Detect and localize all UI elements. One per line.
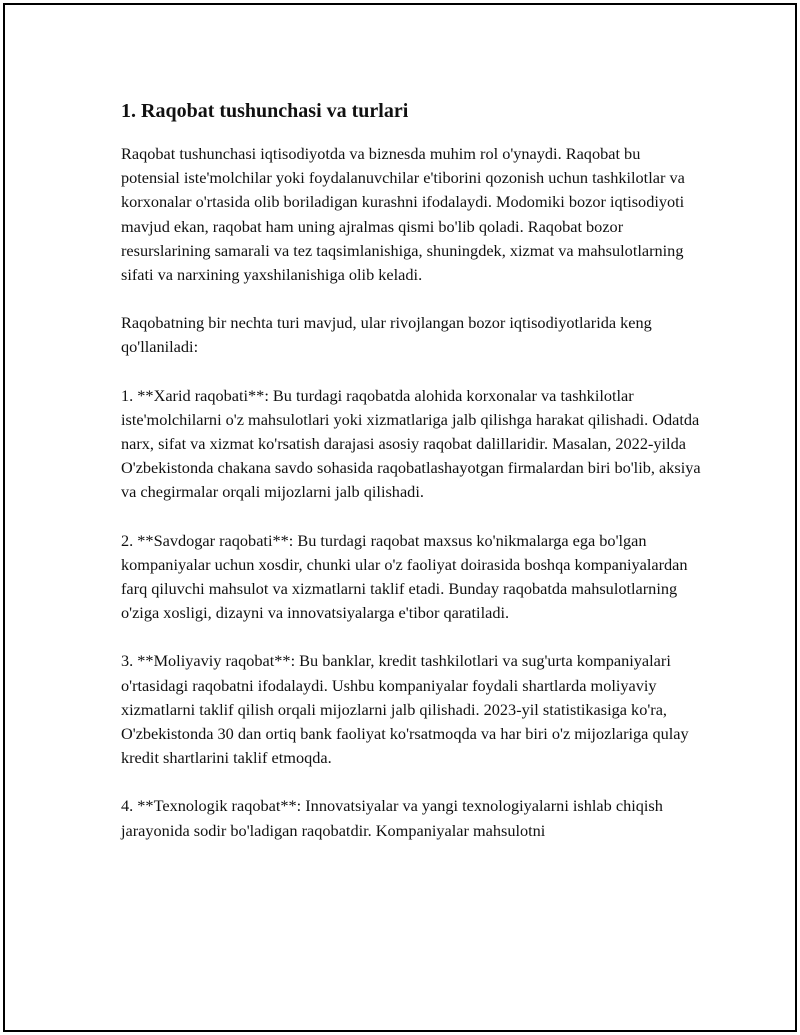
technological-competition-paragraph: 4. **Texnologik raqobat**: Innovatsiyalar va yangi texnologiyalarni ishlab chiqish jarayonida sodir bo'ladigan raqobatdir. Kompaniyalar mahsulotni bbox=[121, 796, 663, 840]
page-frame bbox=[3, 3, 797, 1032]
merchant-competition-paragraph: 2. **Savdogar raqobati**: Bu turdagi raqobat maxsus ko'nikmalarga ega bo'lgan kompaniyalar uchun xosdir, chunki ular o'z faoliyat doirasida boshqa kompaniyalardan farq qiluvchi mahsulot va xizmatlarni taklif etadi. Bunday raqobatda mahsulotlarning o'ziga xosligi, dizayni va innovatsiyalarga e'tibor qaratiladi. bbox=[121, 530, 688, 623]
section-heading: 1. Raqobat tushunchasi va turlari bbox=[121, 100, 409, 122]
intro-paragraph: Raqobat tushunchasi iqtisodiyotda va biznesda muhim rol o'ynaydi. Raqobat bu potensial iste'molchilar yoki foydalanuvchilar e'tiborini qozonish uchun tashkilotlar va korxonalar o'rtasida olib boriladigan kurashni ifodalaydi. Modomiki bozor iqtisodiyoti mavjud ekan, raqobat ham uning ajralmas qismi bo'lib qoladi. Raqobat bozor resurslarining samarali va tez taqsimlanishiga, shuningdek, xizmat va mahsulotlarning sifati va narxining yaxshilanishiga olib keladi. bbox=[121, 144, 685, 285]
purchase-competition-paragraph: 1. **Xarid raqobati**: Bu turdagi raqobatda alohida korxonalar va tashkilotlar iste'molchilarni o'z mahsulotlari yoki xizmatlariga jalb qilishga harakat qilishadi. Odatda narx, sifat va xizmat ko'rsatish darajasi asosiy raqobat dalillaridir. Masalan, 2022-yilda O'zbekistonda chakana savdo sohasida raqobatlashayotgan firmalardan biri bo'lib, aksiya va chegirmalar orqali mijozlarni jalb qilishadi. bbox=[121, 385, 701, 502]
financial-competition-paragraph: 3. **Moliyaviy raqobat**: Bu banklar, kredit tashkilotlari va sug'urta kompaniyalari o'rtasidagi raqobatni ifodalaydi. Ushbu kompaniyalar foydali shartlarda moliyaviy xizmatlarni taklif qilish orqali mijozlarni jalb qilishadi. 2023-yil statistikasiga ko'ra, O'zbekistonda 30 dan ortiq bank faoliyat ko'rsatmoqda va har biri o'z mijozlariga qulay kredit shartlarini taklif etmoqda. bbox=[121, 651, 689, 768]
types-intro-paragraph: Raqobatning bir nechta turi mavjud, ular rivojlangan bozor iqtisodiyotlarida keng qo'llaniladi: bbox=[121, 313, 652, 357]
document-body bbox=[121, 98, 701, 867]
